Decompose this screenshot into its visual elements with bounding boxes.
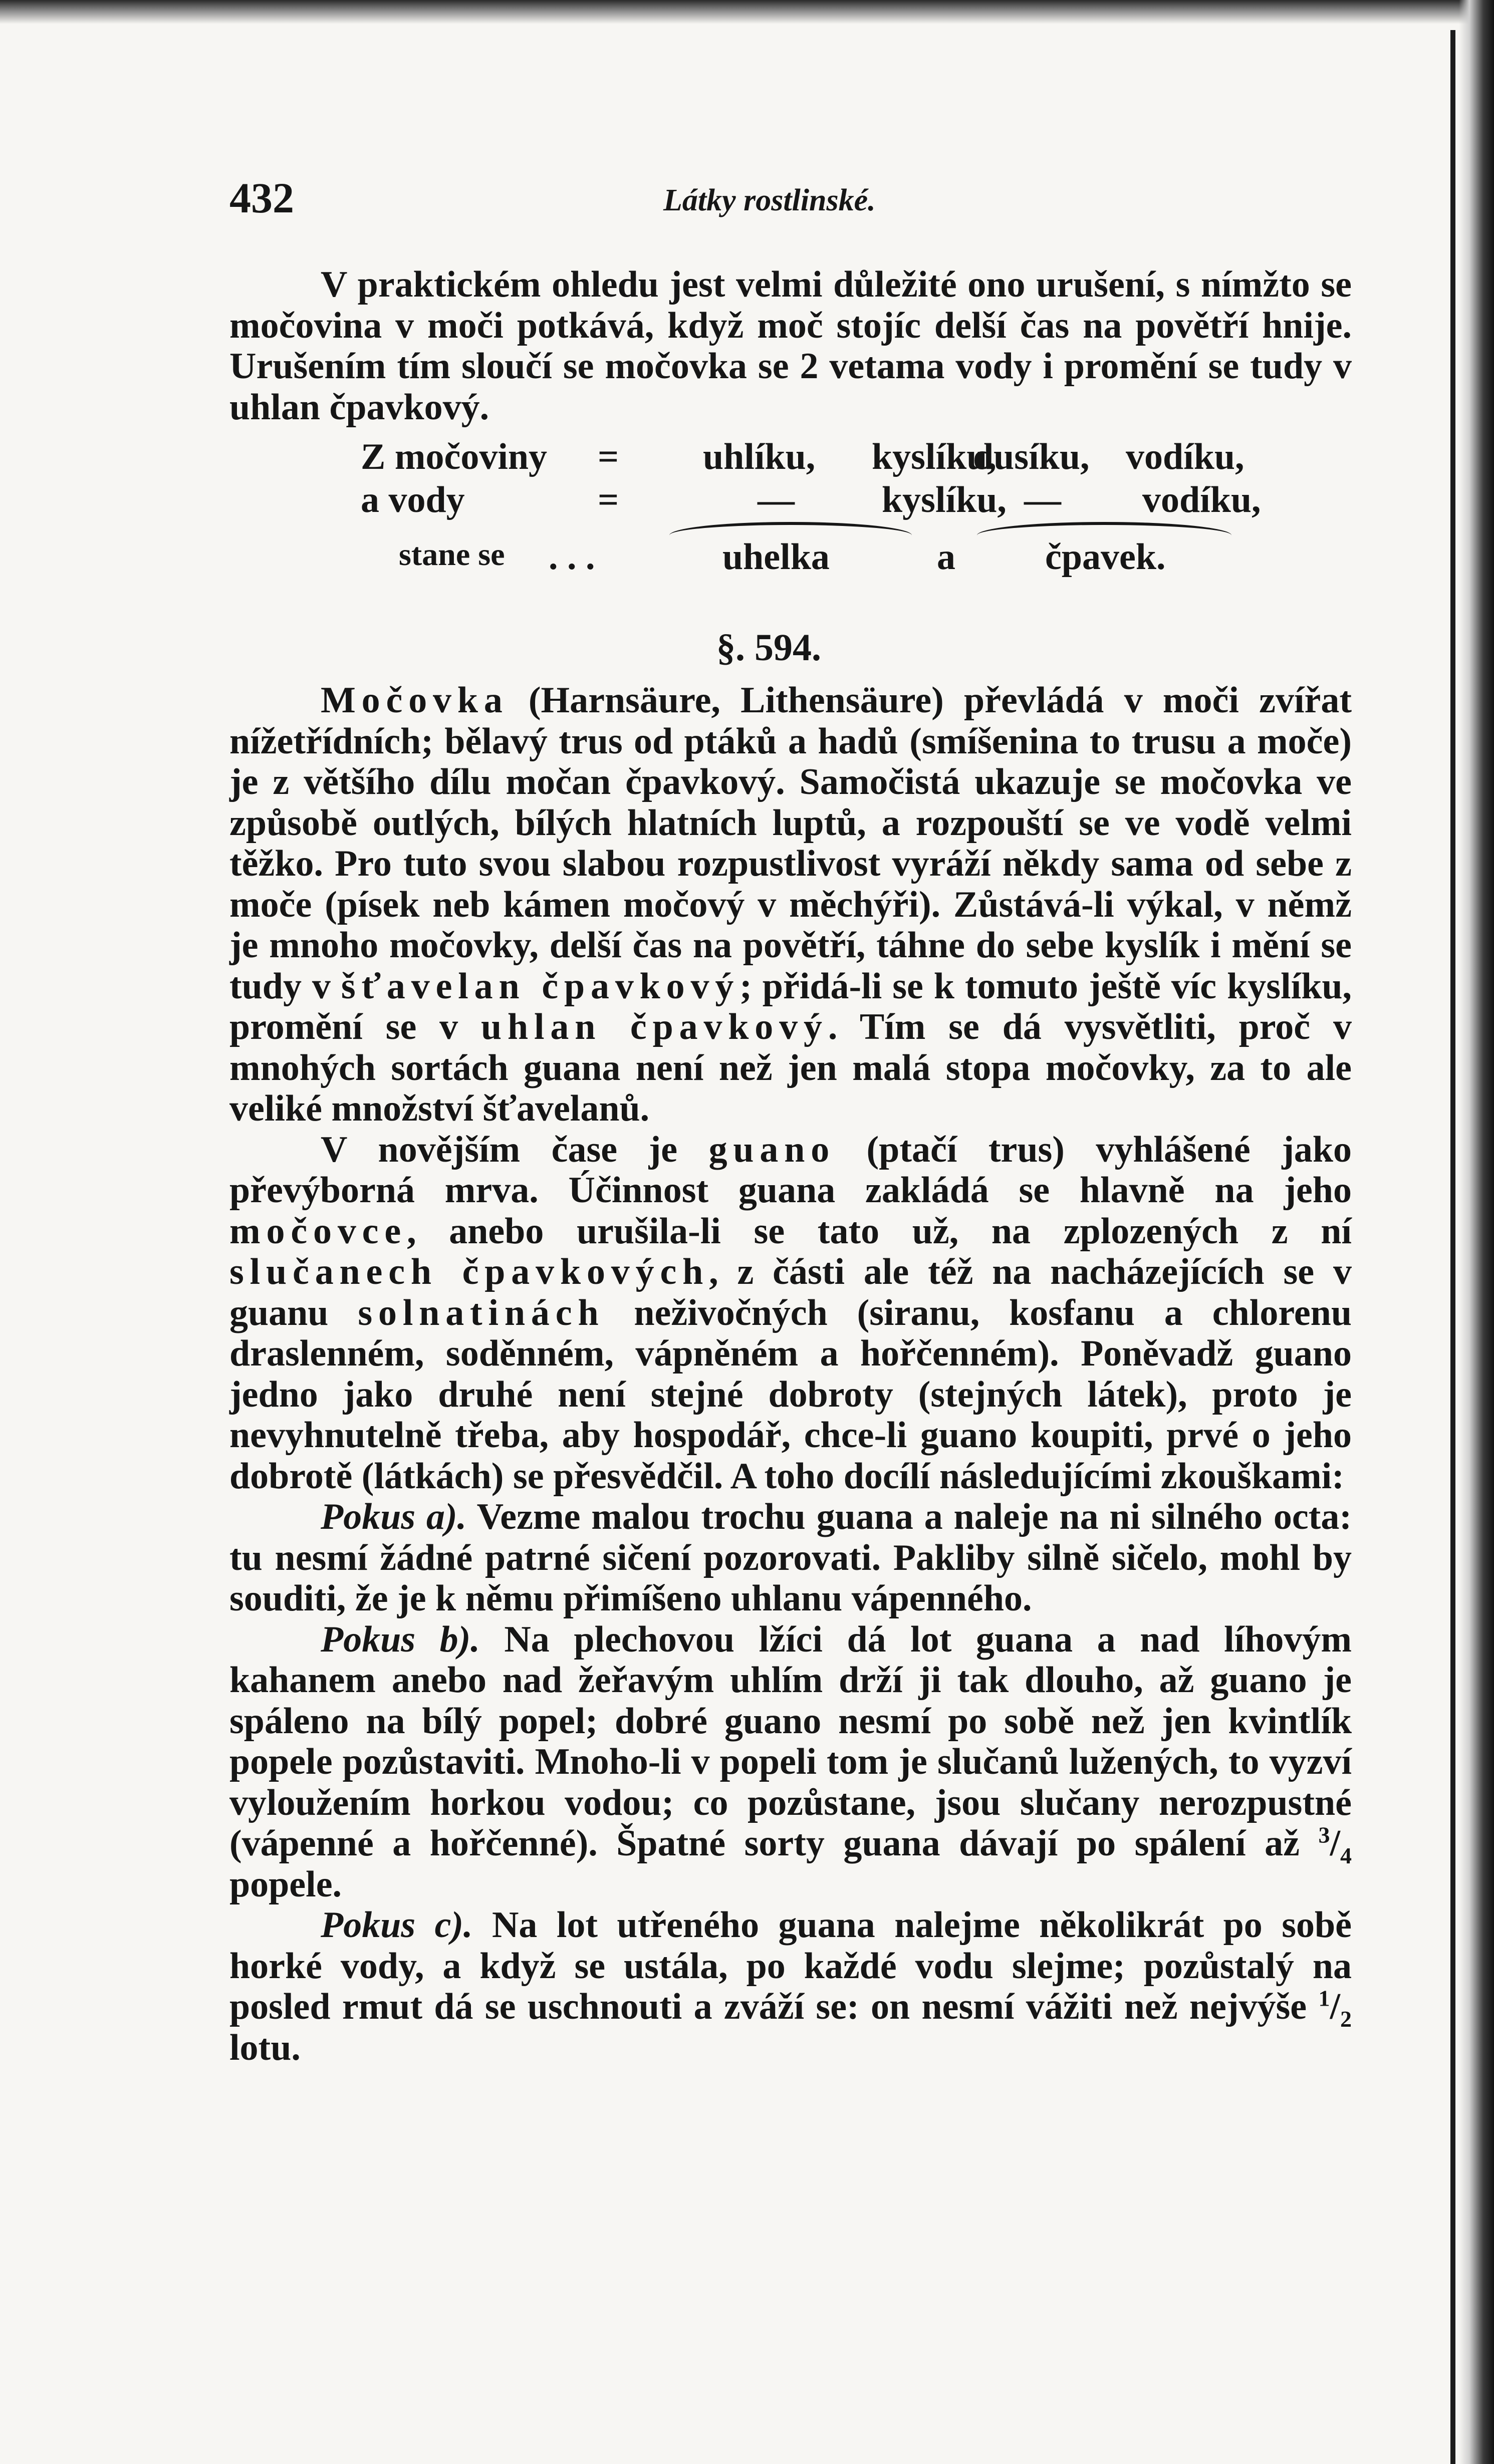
term-uhlan: uhlan čpavkový bbox=[481, 1006, 828, 1047]
chemical-equation bbox=[229, 436, 1352, 601]
intro-block bbox=[229, 264, 1352, 428]
eq-row3-left: stane se bbox=[399, 536, 505, 572]
term-stavelan: šťavelan čpavkový bbox=[341, 965, 740, 1007]
scan-binding-line bbox=[1450, 30, 1455, 2464]
eq-row1-left: Z močoviny bbox=[361, 436, 548, 477]
term-mocovka: Močovka bbox=[321, 680, 509, 721]
eq-and: a bbox=[937, 536, 955, 578]
eq-product-2: čpavek. bbox=[1045, 536, 1166, 578]
eq-row2-c1: — bbox=[758, 479, 795, 520]
eq-row2-equals: = bbox=[598, 479, 619, 520]
eq-row1-c3: dusíku, bbox=[973, 436, 1090, 477]
term-guano: guano bbox=[708, 1129, 836, 1170]
page-number: 432 bbox=[229, 174, 294, 222]
paragraph-2: V novějším čase je guano (ptačí trus) vyhlášené jako převýborná mrva. Účinnost guana zakládá se hlavně na jeho močovce, anebo urušila-li se tato už, na zplozených z ní slučanech čpavkových, z části ale též na nacházejících se v guanu solnatinách neživočných (siranu, kosfanu a chlorenu draslenném, soděnném, vápněném a hořčenném). Poněvadž guano jedno jako druhé není stejné dobroty (stejných látek), proto je nevyhnutelně třeba, aby hospodář, chce-li guano koupiti, prvé o jeho dobrotě (látkách) se přesvědčil. A toho docílí následujícími zkouškami: bbox=[229, 1129, 1352, 1497]
eq-row2-c4: vodíku, bbox=[1142, 479, 1261, 520]
term-slucany: slučanech čpavkových bbox=[229, 1251, 709, 1292]
eq-row2-c3: — bbox=[1024, 479, 1061, 520]
pokus-b-label: Pokus b). bbox=[321, 1618, 480, 1660]
term-solnatiny: solnatinách bbox=[358, 1292, 605, 1333]
pokus-b: Pokus b). Na plechovou lžíci dá lot guana a nad líhovým kahanem anebo nad žeřavým uhlím drží ji tak dlouho, až guano je spáleno na bílý popel; dobré guano nesmí po sobě než jen kvintlík popele pozůstaviti. Mnoho-li v popeli tom je slučanů lužených, to vyzví vyloužením horkou vodou; co pozůstane, jsou slučany nerozpustné (vápenné a hořčenné). Špatné sorty guana dávají po spálení až $^3/_4$ popele. bbox=[229, 1618, 1352, 1905]
fraction-denominator: 4 bbox=[1340, 1842, 1352, 1868]
paragraph-1: Močovka (Harnsäure, Lithensäure) převládá v moči zvířat nížetřídních; bělavý trus od ptáků a hadů (smíšenina to trusu a moče) je z většího dílu močan čpavkový. Samočistá ukazuje se močovka ve způsobě outlých, bílých hlatních luptů, a rozpouští se ve vodě velmi těžko. Pro tuto svou slabou rozpustlivost vyráží někdy sama od sebe z moče (písek neb kámen močový v měchýři). Zůstává-li výkal, v němž je mnoho močovky, delší čas na povětří, táhne do sebe kyslík i mění se tudy v šťavelan čpavkový; přidá-li se k tomuto ještě víc kyslíku, promění se v uhlan čpavkový. Tím se dá vysvětliti, proč v mnohých sortách guana není než jen malá stopa močovky, za to ale veliké množství šťavelanů. bbox=[229, 680, 1352, 1129]
eq-row1-c1: uhlíku, bbox=[703, 436, 816, 477]
eq-row3-dots: . . . bbox=[549, 536, 595, 578]
eq-row2-c2: kyslíku, bbox=[882, 479, 1007, 520]
eq-row1-equals: = bbox=[598, 436, 619, 477]
fraction-numerator: 1 bbox=[1318, 1985, 1330, 2011]
page-header bbox=[229, 173, 1352, 233]
pokus-c-label: Pokus c). bbox=[321, 1904, 473, 1946]
running-title: Látky rostlinské. bbox=[663, 183, 876, 217]
main-text bbox=[229, 680, 1352, 2068]
fraction-numerator: 3 bbox=[1318, 1822, 1330, 1848]
pokus-c: Pokus c). Na lot utřeného guana nalejme několikrát po sobě horké vody, a když se ustála, po každé vodu slejme; pozůstalý na posled rmut dá se uschnouti a zváží se: on nesmí vážiti než nejvýše $^1/_2$ lotu. bbox=[229, 1904, 1352, 2068]
scan-top-edge bbox=[0, 0, 1494, 24]
eq-row2-left: a vody bbox=[361, 479, 465, 520]
eq-row1-c2: kyslíku, bbox=[872, 436, 997, 477]
eq-product-1: uhelka bbox=[722, 536, 830, 578]
intro-paragraph: V praktickém ohledu jest velmi důležité ono urušení, s nímžto se močovina v moči potkává, když moč stojíc delší čas na povětří hnije. Urušením tím sloučí se močovka se 2 vetama vody i promění se tudy v uhlan čpavkový. bbox=[229, 264, 1352, 428]
scan-right-edge bbox=[1459, 0, 1494, 2464]
pokus-a-label: Pokus a). bbox=[321, 1496, 467, 1537]
eq-row1-c4: vodíku, bbox=[1126, 436, 1244, 477]
term-mocovce: močovce bbox=[229, 1210, 407, 1252]
fraction-denominator: 2 bbox=[1340, 2006, 1352, 2032]
section-number: §. 594. bbox=[716, 627, 821, 669]
pokus-a: Pokus a). Vezme malou trochu guana a naleje na ni silného octa: tu nesmí žádné patrné sičení pozorovati. Pakliby silně sičelo, mohl by souditi, že je k němu přimíšeno uhlanu vápenného. bbox=[229, 1496, 1352, 1619]
